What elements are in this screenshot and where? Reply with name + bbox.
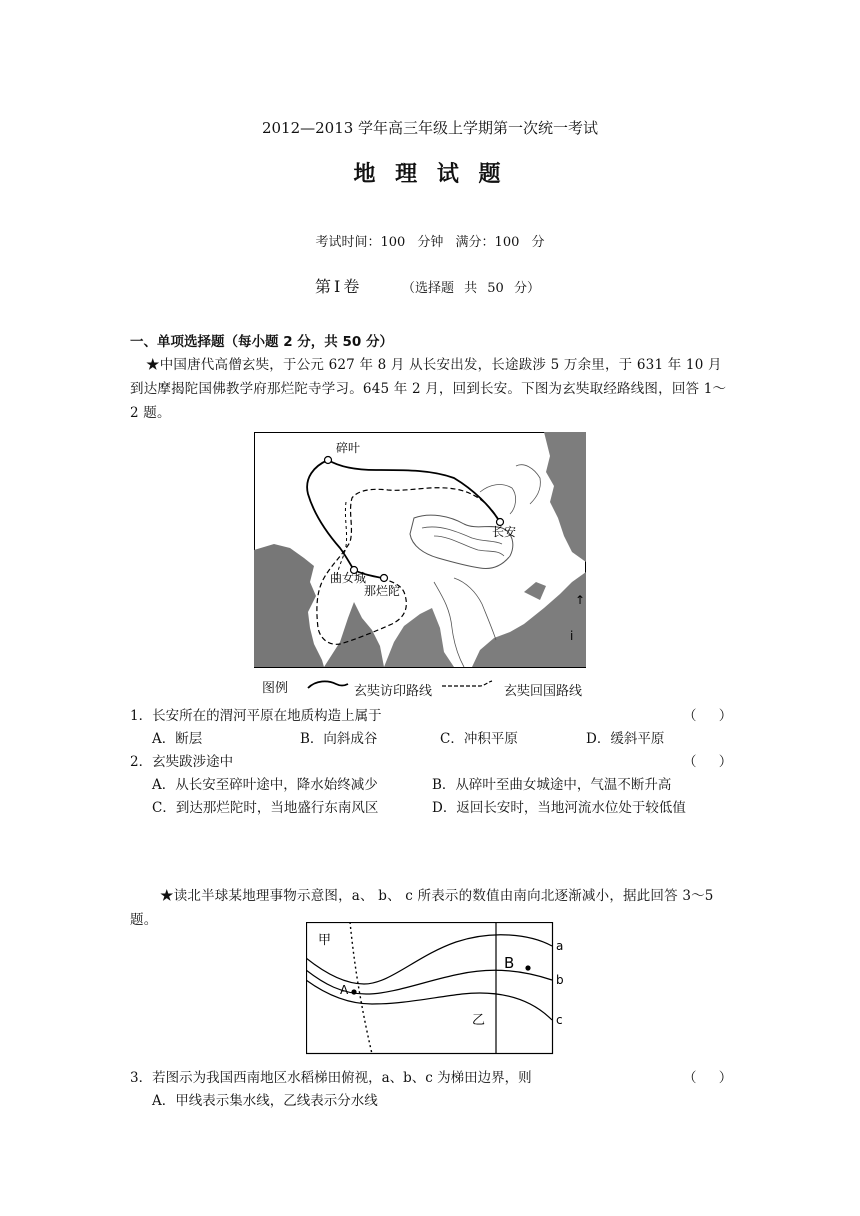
legend-outbound-swatch xyxy=(306,678,350,692)
xuanzang-route-map xyxy=(254,432,586,668)
question-intro-2: ★读北半球某地理事物示意图，a、 b、 c 所表示的数值由南向北逐渐减小，据此回答 3～5 题。 xyxy=(130,888,714,928)
exam-time-info: 考试时间：100 分钟 满分：100 分 xyxy=(315,235,545,250)
question-1-option-d: D．缓斜平原 xyxy=(586,731,665,747)
question-2-option-b: B．从碎叶至曲女城途中，气温不断升高 xyxy=(432,777,672,793)
exam-header-line: 2012—2013 学年高三年级上学期第一次统一考试 xyxy=(261,119,599,137)
question-1-option-a: A．断层 xyxy=(152,731,203,747)
label-b: b xyxy=(556,973,564,987)
question-2-option-a: A．从长安至碎叶途中，降水始终减少 xyxy=(152,777,378,793)
question-3-answer-blank: （ ） xyxy=(683,1070,733,1086)
section-heading: 一、单项选择题（每小题 2 分，共 50 分） xyxy=(130,334,393,350)
legend-outbound-label: 玄奘访印路线 xyxy=(354,684,433,699)
question-1-option-b: B．向斜成谷 xyxy=(300,731,378,747)
question-2-stem: 2．玄奘跋涉途中 xyxy=(130,754,234,770)
svg-text:↑: ↑ xyxy=(575,593,586,607)
changan-label: 长安 xyxy=(492,525,517,539)
legend-return-label: 玄奘回国路线 xyxy=(504,684,583,699)
nalantuo-marker xyxy=(381,575,388,582)
yi-label: 乙 xyxy=(472,1013,486,1028)
point-b-marker xyxy=(525,965,530,970)
terrace-diagram xyxy=(306,922,570,1056)
nalantuo-label: 那烂陀 xyxy=(364,584,401,598)
point-b-label: B xyxy=(504,954,515,972)
question-2-option-c: C．到达那烂陀时，当地盛行东南风区 xyxy=(152,800,379,816)
jia-label: 甲 xyxy=(318,933,332,948)
question-3-stem: 3．若图示为我国西南地区水稻梯田俯视，a、b、c 为梯田边界，则 xyxy=(130,1070,532,1086)
suiye-marker xyxy=(325,457,332,464)
point-a-marker xyxy=(351,989,356,994)
label-a: a xyxy=(556,939,564,953)
qunvcheng-label: 曲女城 xyxy=(330,571,367,585)
question-1-stem: 1．长安所在的渭河平原在地质构造上属于 xyxy=(130,708,382,724)
question-1-option-c: C．冲积平原 xyxy=(440,731,518,747)
question-2-option-d: D．返回长安时，当地河流水位处于较低值 xyxy=(432,800,686,816)
map-legend-title: 图例 xyxy=(262,681,289,696)
question-1-answer-blank: （ ） xyxy=(683,708,733,724)
volume-note: （选择题 共 50 分） xyxy=(402,281,540,296)
label-c: c xyxy=(556,1013,563,1027)
question-2-answer-blank: （ ） xyxy=(683,754,733,770)
point-a-label: A xyxy=(340,983,349,997)
volume-label: 第Ⅰ卷 xyxy=(315,277,363,296)
question-3-option-a: A．甲线表示集水线，乙线表示分水线 xyxy=(152,1093,378,1109)
svg-text:i: i xyxy=(570,629,574,643)
question-intro-1: ★中国唐代高僧玄奘，于公元 627 年 8 月 从长安出发，长途跋涉 5 万余里，于 631 年 10 月到达摩揭陀国佛教学府那烂陀寺学习。645 年 2 月，回到长安。下图为玄奘取经路线图，回答 1～2 题。 xyxy=(130,357,727,421)
legend-return-swatch xyxy=(440,678,496,692)
suiye-label: 碎叶 xyxy=(336,441,361,455)
page-title: 地 理 试 题 xyxy=(353,162,507,187)
